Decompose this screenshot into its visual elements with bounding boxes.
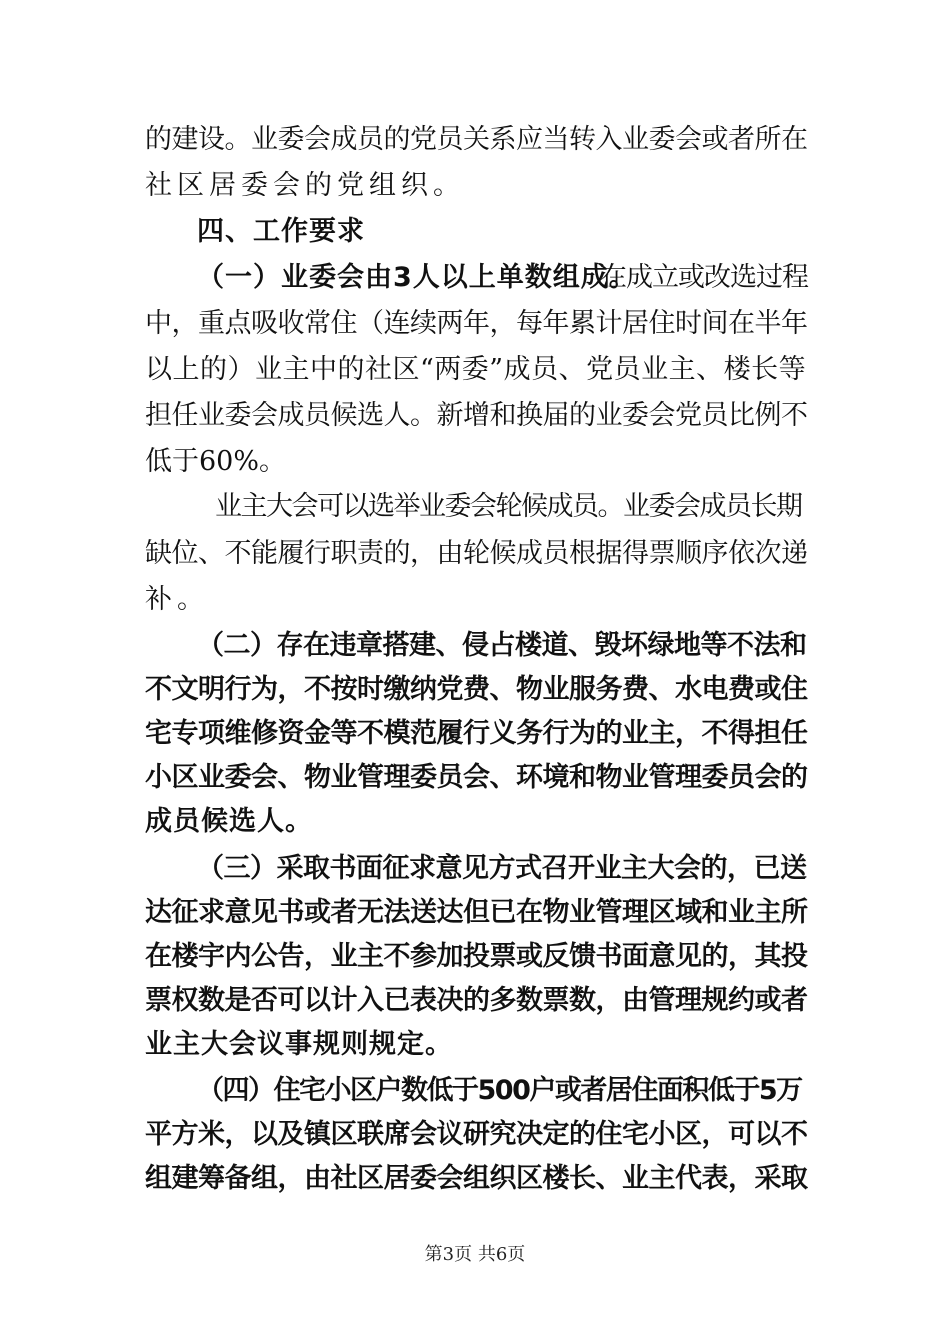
bold-lead-text: （一）业委会由3人以上单数组成。 [197,262,637,293]
text-span: 以上的）业主中的社区“两委”成员、党员业主、楼长等 [145,354,807,385]
text-span: 业主大会议事规则规定。 [145,1029,453,1060]
text-span: （二）存在违章搭建、侵占楼道、毁坏绿地等不法和 [197,630,807,661]
text-span: 担任业委会成员候选人。新增和换届的业委会党员比例不 [145,400,808,431]
heading-text: 四、工作要求 [197,216,365,247]
text-span: 小区业委会、物业管理委员会、环境和物业管理委员会的 [145,762,808,793]
text-span: 票权数是否可以计入已表决的多数票数，由管理规约或者 [145,985,808,1016]
text-span: 在楼宇内公告，业主不参加投票或反馈书面意见的，其投 [145,941,808,972]
text-span: 宅专项维修资金等不模范履行义务行为的业主，不得担任 [145,718,808,749]
text-span: 成员候选人。 [145,806,313,837]
text-span: 社区居委会的党组织。 [145,170,465,201]
text-span: 中，重点吸收常住（连续两年，每年累计居住时间在半年 [145,308,808,339]
text-span: 平方米，以及镇区联席会议研究决定的住宅小区，可以不 [145,1119,808,1150]
text-span: 补。 [145,584,209,615]
text-span: 组建筹备组，由社区居委会组织区楼长、业主代表，采取 [145,1163,808,1194]
text-span: 在成立或改选过程 [600,262,808,293]
text-span: 低于60%。 [145,446,287,477]
page-number-footer: 第3页 共6页 [424,1244,526,1265]
text-span: 的建设。业委会成员的党员关系应当转入业委会或者所在 [145,124,808,155]
text-span: （三）采取书面征求意见方式召开业主大会的，已送 [197,853,807,884]
text-span: 缺位、不能履行职责的，由轮候成员根据得票顺序依次递 [145,538,808,569]
text-span: 业主大会可以选举业委会轮候成员。业委会成员长期 [215,491,802,522]
text-span: 不文明行为，不按时缴纳党费、物业服务费、水电费或住 [145,674,808,705]
text-span: （四）住宅小区户数低于500户或者居住面积低于5万 [197,1075,802,1106]
text-span: 达征求意见书或者无法送达但已在物业管理区域和业主所 [145,897,808,928]
